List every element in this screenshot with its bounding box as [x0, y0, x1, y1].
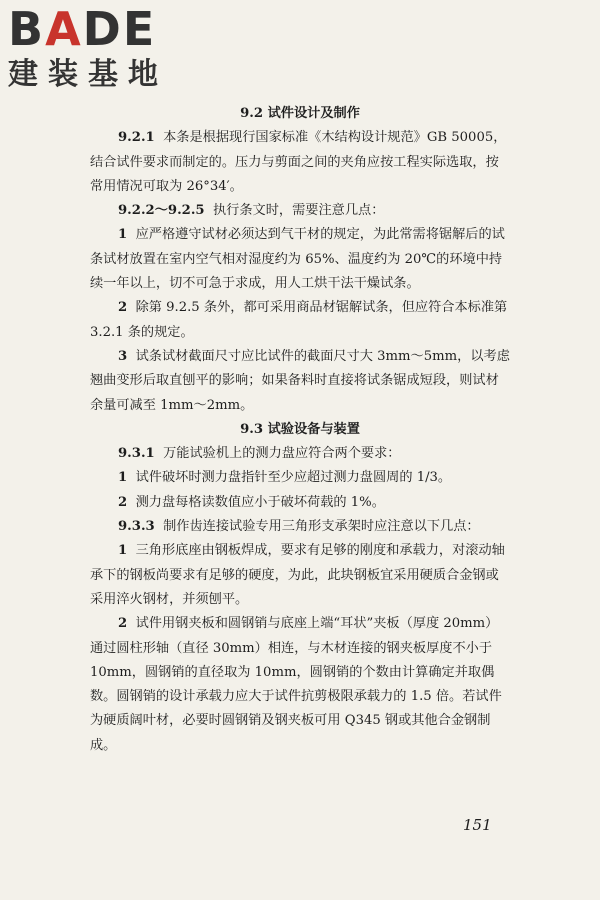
clause-item [90, 296, 510, 345]
item-number: 2 [118, 616, 128, 632]
item-text: 试件破坏时测力盘指针至少应超过测力盘圆周的 1/3。 [135, 470, 452, 486]
item-number: 1 [118, 543, 128, 559]
bade-logo [8, 4, 168, 94]
page-number: 151 [463, 816, 492, 834]
clause-9-3-1 [90, 442, 510, 466]
clause-item [90, 491, 510, 515]
item-number: 1 [118, 227, 128, 243]
logo-letters-1: B [8, 2, 46, 56]
clause-item [90, 612, 510, 758]
section-9-2-title: 9.2 试件设计及制作 [240, 106, 360, 121]
clause-9-3-3 [90, 515, 510, 539]
clause-9-2-2 [90, 199, 510, 223]
clause-number: 9.3.3 [118, 519, 155, 535]
item-number: 3 [118, 348, 128, 364]
logo-letters-2: DE [82, 2, 157, 56]
logo-letter-accent: A [45, 2, 83, 56]
item-number: 2 [118, 300, 128, 316]
logo-wordmark [8, 4, 168, 54]
document-body [90, 102, 510, 758]
section-9-3-title: 9.3 试验设备与装置 [240, 421, 360, 437]
clause-9-2-1 [90, 126, 510, 199]
item-text: 测力盘每格读数值应小于破坏荷载的 1%。 [135, 494, 385, 510]
clause-text: 执行条文时，需要注意几点： [213, 203, 385, 219]
clause-item [90, 223, 510, 296]
clause-text: 万能试验机上的测力盘应符合两个要求： [163, 446, 401, 462]
clause-number: 9.2.2～9.2.5 [118, 203, 205, 219]
item-number: 1 [118, 470, 128, 486]
clause-number: 9.3.1 [118, 446, 155, 462]
item-text: 三角形底座由钢板焊成，要求有足够的刚度和承载力，对滚动轴承下的钢板尚要求有足够的硬度，为此，此块钢板宜采用硬质合金钢或采用淬火钢材，并须刨平。 [90, 543, 505, 607]
clause-number: 9.2.1 [118, 130, 155, 146]
clause-text: 制作齿连接试验专用三角形支承架时应注意以下几点： [163, 519, 480, 535]
logo-subtitle: 建装基地 [8, 57, 168, 92]
item-text: 应严格遵守试材必须达到气干材的规定，为此常需将锯解后的试条试材放置在室内空气相对湿度约为 65%、温度约为 20℃的环境中持续一年以上，切不可急于求成，用人工烘干法干燥试条。 [90, 227, 505, 292]
item-text: 除第 9.2.5 条外，都可采用商品材锯解试条，但应符合本标准第 3.2.1 条的规定。 [90, 300, 508, 340]
item-text: 试条试材截面尺寸应比试件的截面尺寸大 3mm～5mm，以考虑翘曲变形后取直刨平的影响；如果备料时直接将试条锯成短段，则试材余量可减至 1mm～2mm。 [90, 348, 510, 413]
clause-item [90, 539, 510, 612]
clause-item [90, 345, 510, 418]
item-number: 2 [118, 494, 128, 510]
clause-text: 本条是根据现行国家标准《木结构设计规范》GB 50005，结合试件要求而制定的。压力与剪面之间的夹角应按工程实际选取，按常用情况可取为 26°34′。 [90, 130, 507, 194]
clause-item [90, 466, 510, 490]
item-text: 试件用钢夹板和圆钢销与底座上端“耳状”夹板（厚度 20mm）通过圆柱形轴（直径 30mm）相连，与木材连接的钢夹板厚度不小于 10mm，圆钢销的直径取为 10mm，圆钢销的个数由计算确定并取偶数。圆钢销的设计承载力应大于试件抗剪极限承载力的 1.5 倍。若试件为硬质阔叶材，必要时圆钢销及钢夹板可用 Q345 钢或其他合金钢制成。 [90, 616, 502, 753]
